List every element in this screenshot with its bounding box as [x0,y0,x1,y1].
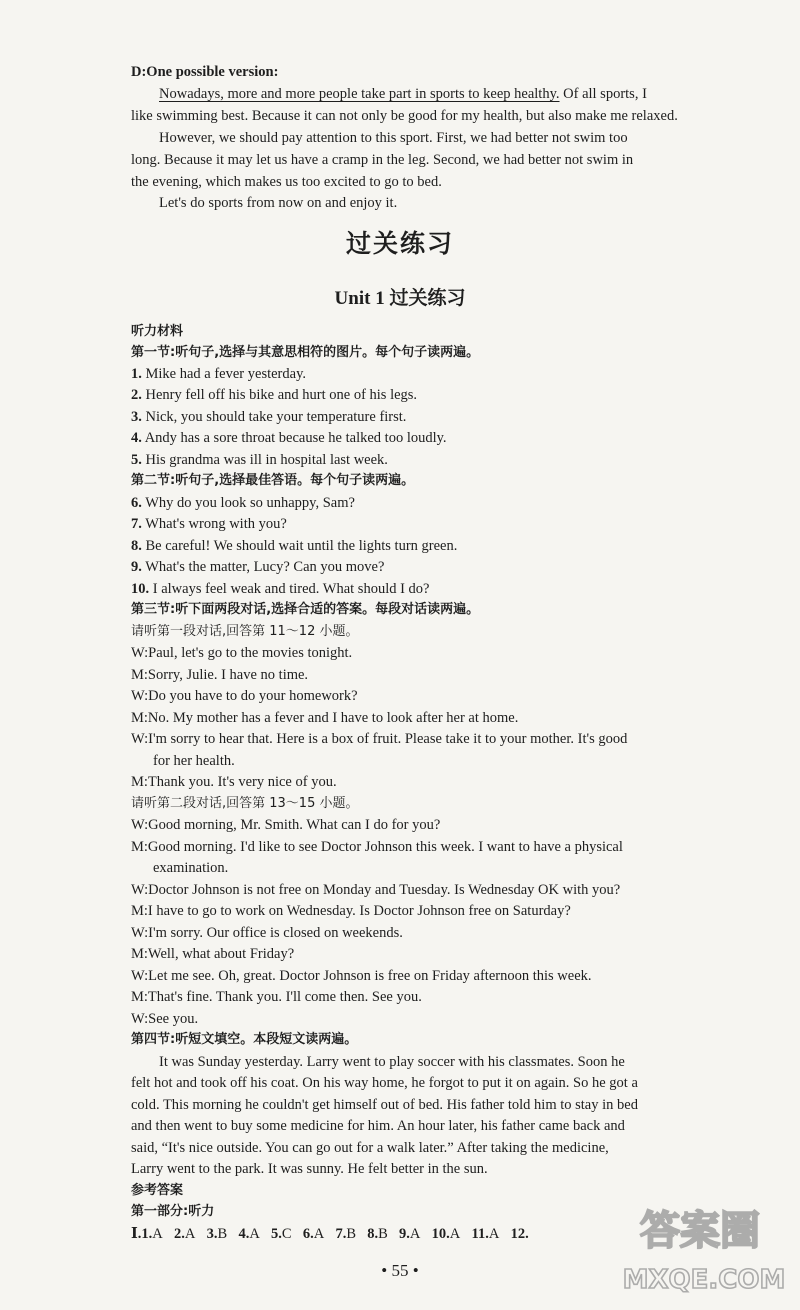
list-item: 3. Nick, you should take your temperature first. [131,409,407,425]
dialogue-line: M:Well, what about Friday? [131,946,295,962]
list-item: 4. Andy has a sore throat because he talked too loudly. [131,430,447,446]
watermark-title: 答案圈 [640,1208,760,1254]
list-item: 1. Mike had a fever yesterday. [131,366,306,382]
essay-p2-line1: However, we should pay attention to this sport. First, we had better not swim too [159,130,628,146]
list-item: 7. What's wrong with you? [131,516,287,532]
passage-line: cold. This morning he couldn't get himself out of bed. His father told him to stay in bed [131,1097,638,1113]
dialogue-line: W:Doctor Johnson is not free on Monday and Tuesday. Is Wednesday OK with you? [131,882,621,898]
dialogue1-intro: 请听第一段对话,回答第 11～12 小题。 [131,624,359,639]
essay-topic-sentence: Nowadays, more and more people take part in sports to keep healthy. [159,86,560,102]
dialogue-line: M:Sorry, Julie. I have no time. [131,667,309,683]
answers-part: 第一部分:听力 [131,1204,215,1219]
unit-title: Unit 1 过关练习 [334,288,466,309]
list-item: 6. Why do you look so unhappy, Sam? [131,495,355,511]
answers-label: 参考答案 [131,1183,184,1198]
passage-line: and then went to buy some medicine for him. An hour later, his father came back and [131,1118,625,1134]
passage-line: felt hot and took off his coat. On his way home, he forgot to put it on again. So he got a [131,1075,638,1091]
dialogue-line: M:Thank you. It's very nice of you. [131,774,337,790]
dialogue-line: for her health. [153,753,235,769]
dialogue-line: M:No. My mother has a fever and I have to look after her at home. [131,710,519,726]
dialogue-line: W:Let me see. Oh, great. Doctor Johnson is free on Friday afternoon this week. [131,968,592,984]
part2-title: 第二节:听句子,选择最佳答语。每个句子读两遍。 [131,473,415,488]
dialogue-line: W:See you. [131,1011,199,1027]
dialogue-line: W:Do you have to do your homework? [131,688,358,704]
passage-line: said, “It's nice outside. You can go out for a walk later.” After taking the medicine, [131,1140,609,1156]
passage-line: It was Sunday yesterday. Larry went to play soccer with his classmates. Soon he [159,1054,625,1070]
list-item: 9. What's the matter, Lucy? Can you move? [131,559,385,575]
dialogue-line: W:Good morning, Mr. Smith. What can I do for you? [131,817,441,833]
dialogue-line: W:I'm sorry. Our office is closed on weekends. [131,925,403,941]
essay-p1-rest: Of all sports, I [559,86,647,102]
dialogue-line: W:Paul, let's go to the movies tonight. [131,645,353,661]
list-item: 5. His grandma was ill in hospital last week. [131,452,388,468]
essay-heading: D:One possible version: [131,64,279,80]
essay-p1-line1 [159,84,647,104]
dialogue-line: W:I'm sorry to hear that. Here is a box of fruit. Please take it to your mother. It's good [131,731,628,747]
listening-label: 听力材料 [131,324,184,339]
dialogue-line: M:Good morning. I'd like to see Doctor Johnson this week. I want to have a physical [131,839,623,855]
part4-title: 第四节:听短文填空。本段短文读两遍。 [131,1032,358,1047]
dialogue2-intro: 请听第二段对话,回答第 13～15 小题。 [131,796,359,811]
page-number: • 55 • [381,1261,419,1280]
part3-title: 第三节:听下面两段对话,选择合适的答案。每段对话读两遍。 [131,602,480,617]
section-title: 过关练习 [345,229,454,258]
essay-p3: Let's do sports from now on and enjoy it. [159,195,398,211]
list-item: 8. Be careful! We should wait until the lights turn green. [131,538,458,554]
dialogue-line: M:That's fine. Thank you. I'll come then. See you. [131,989,422,1005]
dialogue-line: examination. [153,860,229,876]
watermark-logo-graphic [602,1192,792,1302]
answer-row: Ⅰ.1.A 2.A 3.B 4.A 5.C 6.A 7.B 8.B 9.A 10.A 11.A 12. [131,1226,529,1242]
essay-p1-line2: like swimming best. Because it can not only be good for my health, but also make me relaxed. [131,108,678,124]
watermark-logo [602,1192,792,1302]
passage-line: Larry went to the park. It was sunny. He felt better in the sun. [131,1161,488,1177]
list-item: 10. I always feel weak and tired. What should I do? [131,581,430,597]
list-item: 2. Henry fell off his bike and hurt one of his legs. [131,387,418,403]
essay-p2-line3: the evening, which makes us too excited to go to bed. [131,174,442,190]
dialogue-line: M:I have to go to work on Wednesday. Is Doctor Johnson free on Saturday? [131,903,571,919]
watermark-url: MXQE.COM [622,1265,786,1295]
essay-p2-line2: long. Because it may let us have a cramp in the leg. Second, we had better not swim in [131,152,634,168]
part1-title: 第一节:听句子,选择与其意思相符的图片。每个句子读两遍。 [131,345,480,360]
